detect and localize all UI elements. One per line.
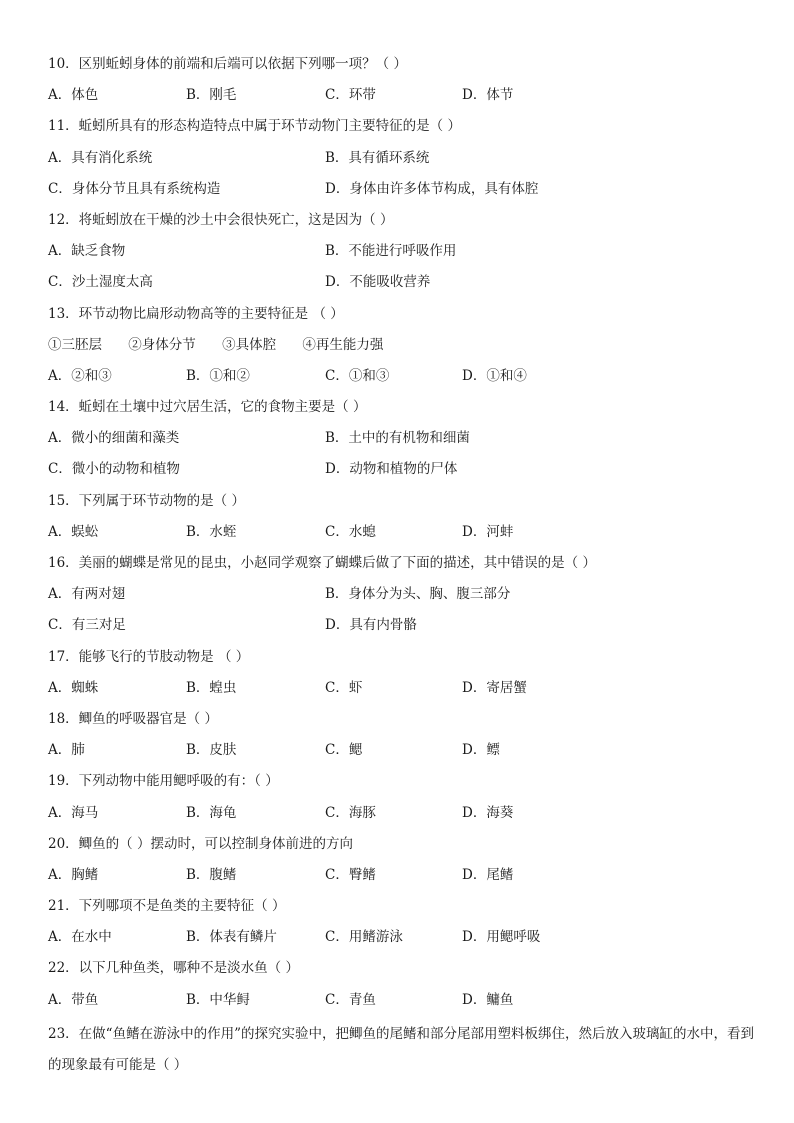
option-d: D．不能吸收营养: [325, 274, 431, 291]
option-row: [48, 613, 760, 644]
option-d: D．用鳃呼吸: [462, 929, 541, 946]
option-b: B．皮肤: [186, 742, 237, 759]
option-b: B．水蛭: [186, 523, 237, 540]
statement-item: ①三胚层: [48, 336, 102, 353]
option-a: A．具有消化系统: [48, 149, 153, 166]
option-d: D．身体由许多体节构成，具有体腔: [325, 180, 539, 197]
option-d: D．鳔: [462, 742, 500, 759]
question-stem: 14．蚯蚓在土壤中过穴居生活，它的食物主要是（ ）: [48, 399, 367, 416]
option-b: B．①和②: [186, 367, 250, 384]
option-a: A．海马: [48, 804, 99, 821]
option-c: C．微小的动物和植物: [48, 461, 180, 478]
option-b: B．刚毛: [186, 87, 237, 104]
option-c: C．用鳍游泳: [325, 929, 403, 946]
question-stem: 18．鲫鱼的呼吸器官是（ ）: [48, 710, 218, 727]
option-d: D．海葵: [462, 804, 514, 821]
option-row: [48, 988, 760, 1019]
option-a: A．肺: [48, 742, 85, 759]
option-a: A．胸鳍: [48, 866, 99, 883]
option-b: B．不能进行呼吸作用: [325, 243, 457, 260]
option-c: C．①和③: [325, 367, 390, 384]
statement-list: [48, 333, 760, 364]
option-row: [48, 457, 760, 488]
option-c: C．海豚: [325, 804, 376, 821]
option-c: C．水螅: [325, 523, 376, 540]
question-stem: 12．将蚯蚓放在干燥的沙土中会很快死亡，这是因为（ ）: [48, 211, 394, 228]
option-c: C．虾: [325, 679, 363, 696]
option-b: B．体表有鳞片: [186, 929, 277, 946]
option-b: B．海龟: [186, 804, 237, 821]
option-a: A．缺乏食物: [48, 243, 126, 260]
option-c: C．青鱼: [325, 991, 376, 1008]
statement-item: ④再生能力强: [302, 336, 384, 353]
option-d: D．①和④: [462, 367, 527, 384]
option-d: D．河蚌: [462, 523, 514, 540]
option-c: C．身体分节且具有系统构造: [48, 180, 221, 197]
question-stem: 23．在做“鱼鳍在游泳中的作用”的探究实验中，把鲫鱼的尾鳍和部分尾部用塑料板绑住，然后放入玻璃缸的水中，看到的现象最有可能是（ ）: [48, 1025, 754, 1073]
question-stem: 11．蚯蚓所具有的形态构造特点中属于环节动物门主要特征的是（ ）: [48, 118, 461, 135]
option-row: [48, 925, 760, 956]
question-stem: 10．区别蚯蚓身体的前端和后端可以依据下列哪一项？（ ）: [48, 56, 407, 72]
option-row: [48, 520, 760, 551]
option-b: B．具有循环系统: [325, 149, 430, 166]
option-a: A．微小的细菌和藻类: [48, 430, 180, 447]
option-a: A．在水中: [48, 929, 112, 946]
option-row: [48, 801, 760, 832]
option-a: A．蜘蛛: [48, 679, 99, 696]
question-stem: 16．美丽的蝴蝶是常见的昆虫，小赵同学观察了蝴蝶后做了下面的描述，其中错误的是（ ）: [48, 555, 596, 571]
option-b: B．土中的有机物和细菌: [325, 430, 470, 447]
option-b: B．蝗虫: [186, 679, 237, 696]
option-c: C．有三对足: [48, 617, 126, 634]
option-row: [48, 177, 760, 208]
question-stem: 15．下列属于环节动物的是（ ）: [48, 492, 245, 509]
option-c: C．环带: [325, 87, 376, 104]
option-row: [48, 676, 760, 707]
option-c: C．鳃: [325, 742, 363, 759]
option-row: [48, 582, 760, 613]
question-stem: 13．环节动物比扁形动物高等的主要特征是 （ ）: [48, 305, 344, 322]
option-d: D．动物和植物的尸体: [325, 461, 458, 478]
option-c: C．臀鳍: [325, 866, 376, 883]
option-c: C．沙土湿度太高: [48, 274, 153, 291]
question-page: [48, 52, 760, 1081]
option-a: A．蜈蚣: [48, 523, 99, 540]
question-stem: 22．以下几种鱼类，哪种不是淡水鱼（ ）: [48, 960, 299, 977]
option-row: [48, 83, 760, 114]
statement-item: ③具体腔: [222, 336, 277, 353]
option-d: D．寄居蟹: [462, 679, 527, 696]
option-row: [48, 863, 760, 894]
option-row: [48, 364, 760, 395]
option-b: B．中华鲟: [186, 991, 250, 1008]
option-row: [48, 426, 760, 457]
option-row: [48, 738, 760, 769]
option-b: B．身体分为头、胸、腹三部分: [325, 586, 511, 603]
option-d: D．鳙鱼: [462, 991, 514, 1008]
option-d: D．体节: [462, 87, 514, 104]
option-d: D．尾鳍: [462, 866, 514, 883]
option-a: A．②和③: [48, 367, 112, 384]
question-stem: 21．下列哪项不是鱼类的主要特征（ ）: [48, 898, 286, 915]
option-a: A．体色: [48, 87, 99, 104]
option-a: A．带鱼: [48, 991, 99, 1008]
option-d: D．具有内骨骼: [325, 617, 417, 634]
option-a: A．有两对翅: [48, 586, 126, 603]
question-stem: 17．能够飞行的节肢动物是 （ ）: [48, 648, 250, 665]
question-stem: 19．下列动物中能用鳃呼吸的有：（ ）: [48, 773, 279, 790]
option-b: B．腹鳍: [186, 866, 237, 883]
option-row: [48, 270, 760, 301]
statement-item: ②身体分节: [128, 336, 196, 353]
question-stem: 20．鲫鱼的（ ）摆动时，可以控制身体前进的方向: [48, 835, 353, 852]
option-row: [48, 239, 760, 270]
option-row: [48, 146, 760, 177]
